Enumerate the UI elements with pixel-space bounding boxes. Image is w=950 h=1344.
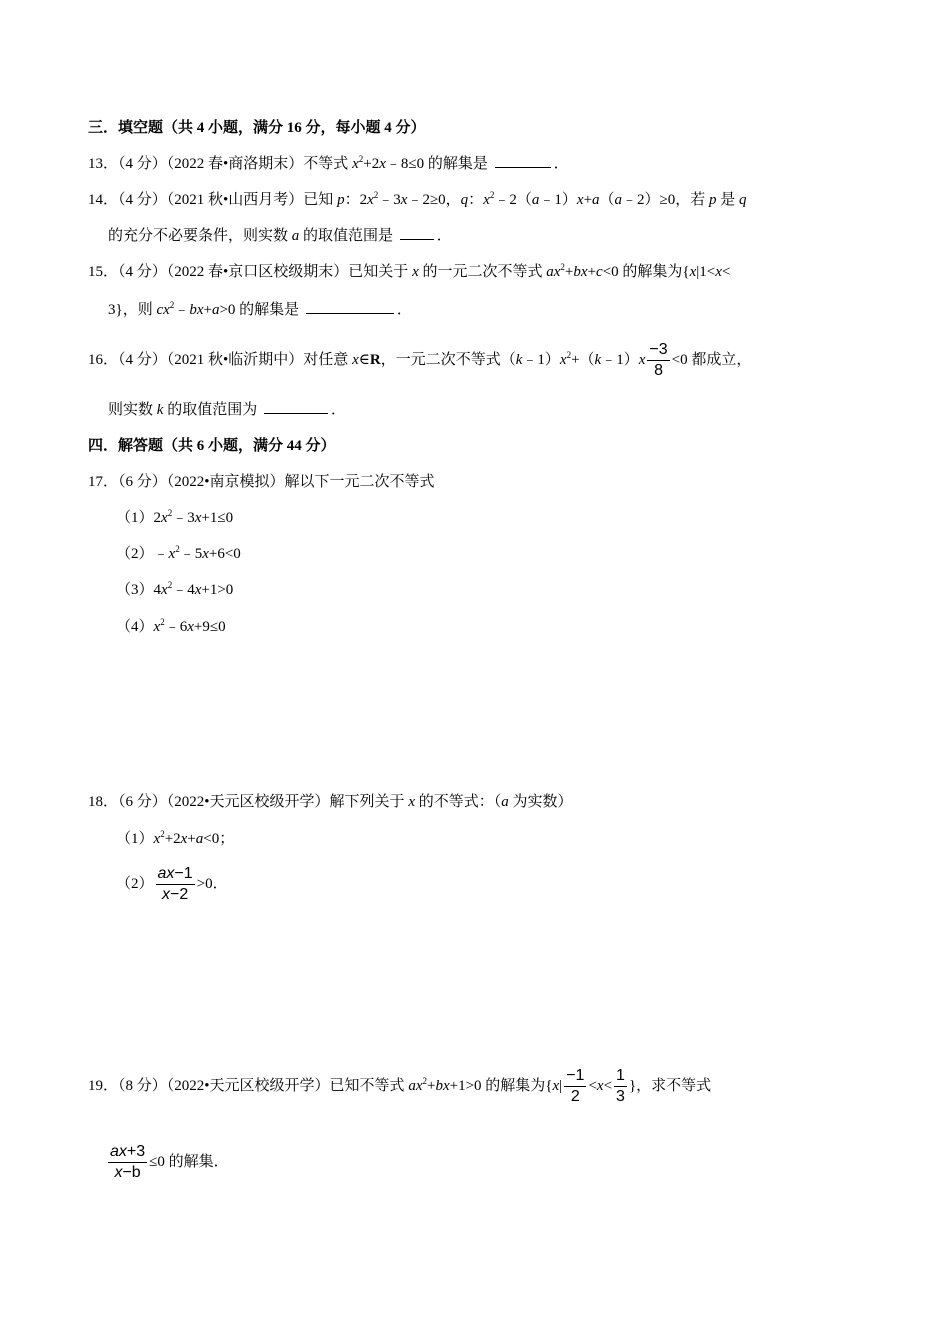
section-3-title: 三．填空题（共 4 小题，满分 16 分，每小题 4 分） [88,120,426,136]
question-16: 16．（4 分）（2021 秋•临沂期中）对任意 x∈R，一元二次不等式$(k﹣1)x^2+(k﹣1)x$ $\frac{-3}{8}$ <0 都成立， [88,341,752,380]
question-19: 19．（8 分）（2022•天元区校级开学）已知不等式 $ax^2+bx+1>0$ 的解集为{x| $\frac{-1}{2}$ <x< $\frac{1}{3}$ }，求不等式 [88,1067,712,1106]
fraction-ax-minus-1-over-x-minus-2: $\frac{ax-1}{x-2}$ [157,865,193,904]
question-14: 14．（4 分）（2021 秋•山西月考）已知 p：$2x^2﹣3x﹣2\ge 0$，q：$x^2﹣2(a﹣1)x+a(a﹣2)\ge 0$，若 p 是 q [88,190,747,208]
answer-blank[interactable] [264,400,328,414]
answer-blank[interactable] [400,226,434,240]
question-13: 13．（4 分）（2022 春•商洛期末）不等式 $x^2+2x﹣8\le 0$ 的解集是 ． [88,154,569,172]
question-15-line-2: 3}，则 $cx^2﹣bx+a>0$ 的解集是 ． [108,300,412,318]
question-18-part-1: $(1)x^2+2x+a<0$； [116,829,235,847]
fraction-1-over-3: $\frac{1}{3}$ [616,1067,625,1106]
answer-blank[interactable] [495,154,551,168]
question-17-part-2: $(2)﹣x^2﹣5x+6<0$ [116,544,241,562]
question-18-part-2: （2） $\frac{ax-1}{x-2}$ >0． [116,865,228,904]
question-17: 17．（6 分）（2022•南京模拟）解以下一元二次不等式 [88,474,435,490]
fraction-ax-plus-3-over-x-minus-b: $\frac{ax+3}{x-b}$ [110,1143,146,1182]
question-18: 18．（6 分）（2022•天元区校级开学）解下列关于 x 的不等式：（a 为实数） [88,794,573,810]
section-4-title: 四．解答题（共 6 小题，满分 44 分） [88,438,336,454]
answer-blank[interactable] [306,300,394,314]
question-14-line-2: 的充分不必要条件，则实数 a 的取值范围是 ． [108,228,452,244]
question-17-part-4: $(4)x^2﹣6x+9\le 0$ [116,617,226,635]
fraction-minus-3-over-8: $\frac{-3}{8}$ [649,341,668,380]
fraction-minus-1-over-2: $\frac{-1}{2}$ [566,1067,585,1106]
question-17-part-1: $(1)2x^2﹣3x+1\le 0$ [116,508,234,526]
question-16-line-2: 则实数 k 的取值范围为 ． [108,402,346,418]
question-19-line-2: $\frac{ax+3}{x-b}$ ≤0 的解集． [110,1143,229,1182]
question-15: 15．（4 分）（2022 春•京口区校级期末）已知关于 x 的一元二次不等式 $ax^2+bx+c<0$ 的解集为{x|1<x< [88,262,731,280]
question-17-part-3: $(3)4x^2﹣4x+1>0$ [116,580,234,598]
